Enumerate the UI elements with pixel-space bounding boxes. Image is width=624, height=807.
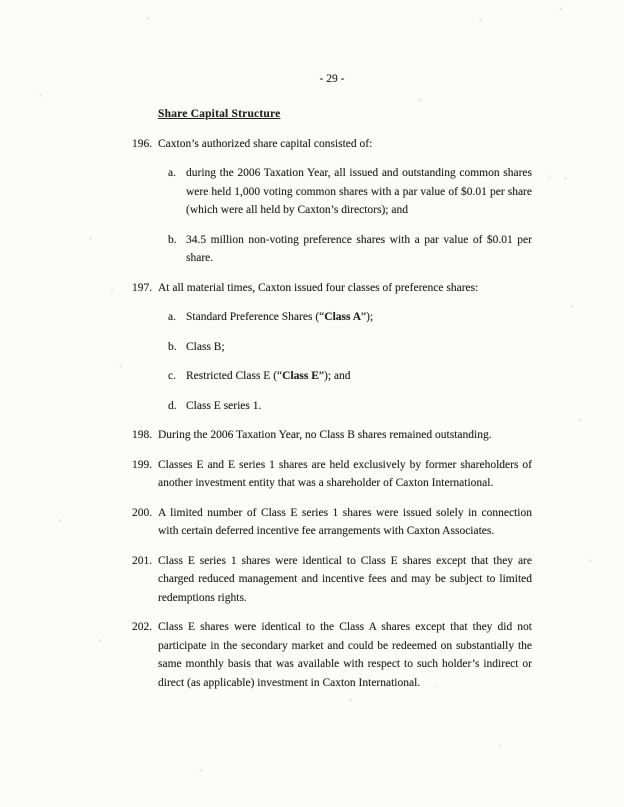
- list-item-letter: b.: [168, 340, 177, 353]
- document-body: [132, 105, 532, 692]
- list-item-text: [186, 397, 532, 416]
- paragraph-text: A limited number of Class E series 1 shares were issued solely in connection with certain deferred incentive fee arrangements with Caxton Associates.: [158, 506, 532, 537]
- list-item-text-bold: Class A: [324, 311, 362, 323]
- paragraph-number: 197.: [132, 281, 153, 294]
- paragraph-number: 201.: [132, 554, 153, 567]
- list-item-text: [186, 164, 532, 220]
- paragraph-200: [132, 504, 532, 541]
- paragraph-number: 202.: [132, 621, 153, 633]
- paragraph-number: 199.: [132, 458, 153, 471]
- list-item-text-pre: Class E series 1.: [186, 399, 262, 412]
- list-item-text-pre: 34.5 million non-voting preference shares with a par value of $0.01 per share.: [186, 233, 532, 264]
- page-number: - 29 -: [319, 73, 345, 85]
- paragraph-number: 196.: [132, 137, 153, 150]
- list-item-text: [186, 367, 532, 386]
- list-item-text: [186, 308, 532, 327]
- list-item-197a: [168, 308, 532, 327]
- paragraph-196: [132, 135, 532, 154]
- paragraph-text: Caxton’s authorized share capital consisted of:: [158, 137, 373, 150]
- paragraph-197: [132, 279, 532, 298]
- scan-noise: [0, 0, 1, 1]
- paragraph-201: [132, 552, 532, 608]
- list-item-197d: [168, 397, 532, 416]
- list-item-text-pre: Class B;: [186, 340, 225, 353]
- list-item-letter: a.: [168, 167, 176, 179]
- paragraph-199: [132, 456, 532, 493]
- paragraph-text: Class E shares were identical to the Class A shares except that they did not participate in the secondary market and could be redeemed on substantially the same monthly basis that was available with respect to such holder’s indirect or direct (as applicable) investment in Caxton International.: [158, 621, 532, 689]
- paragraph-text: At all material times, Caxton issued four classes of preference shares:: [158, 281, 479, 294]
- paragraph-number: 200.: [132, 506, 153, 519]
- list-item-text-bold: Class E: [282, 370, 319, 382]
- list-item-letter: b.: [168, 233, 177, 246]
- list-item-196a: [168, 164, 532, 220]
- list-item-text: [186, 231, 532, 268]
- paragraph-text: During the 2006 Taxation Year, no Class B shares remained outstanding.: [158, 429, 492, 441]
- list-item-text-pre: Standard Preference Shares (“: [186, 311, 325, 323]
- list-item-text: [186, 338, 532, 357]
- list-item-197b: [168, 338, 532, 357]
- list-item-197c: [168, 367, 532, 386]
- paragraph-text: Class E series 1 shares were identical to Class E shares except that they are charged reduced management and incentive fees and may be subject to limited redemptions rights.: [158, 554, 532, 604]
- paragraph-number: 198.: [132, 429, 153, 441]
- list-item-text-pre: Restricted Class E (“: [186, 370, 283, 382]
- paragraph-202: [132, 618, 532, 692]
- list-item-text-post: ”); and: [318, 370, 351, 382]
- list-item-letter: a.: [168, 311, 176, 323]
- list-item-text-post: ”);: [361, 311, 374, 323]
- list-item-196b: [168, 231, 532, 268]
- list-item-text-pre: during the 2006 Taxation Year, all issued and outstanding common shares were held 1,000 voting common shares with a par value of $0.01 per share (which were all held by Caxton’s directors); and: [186, 167, 532, 216]
- list-item-letter: c.: [168, 370, 176, 382]
- section-heading: Share Capital Structure: [158, 108, 281, 120]
- paragraph-198: [132, 426, 532, 445]
- paragraph-text: Classes E and E series 1 shares are held exclusively by former shareholders of another investment entity that was a shareholder of Caxton International.: [158, 458, 532, 489]
- list-item-letter: d.: [168, 399, 177, 412]
